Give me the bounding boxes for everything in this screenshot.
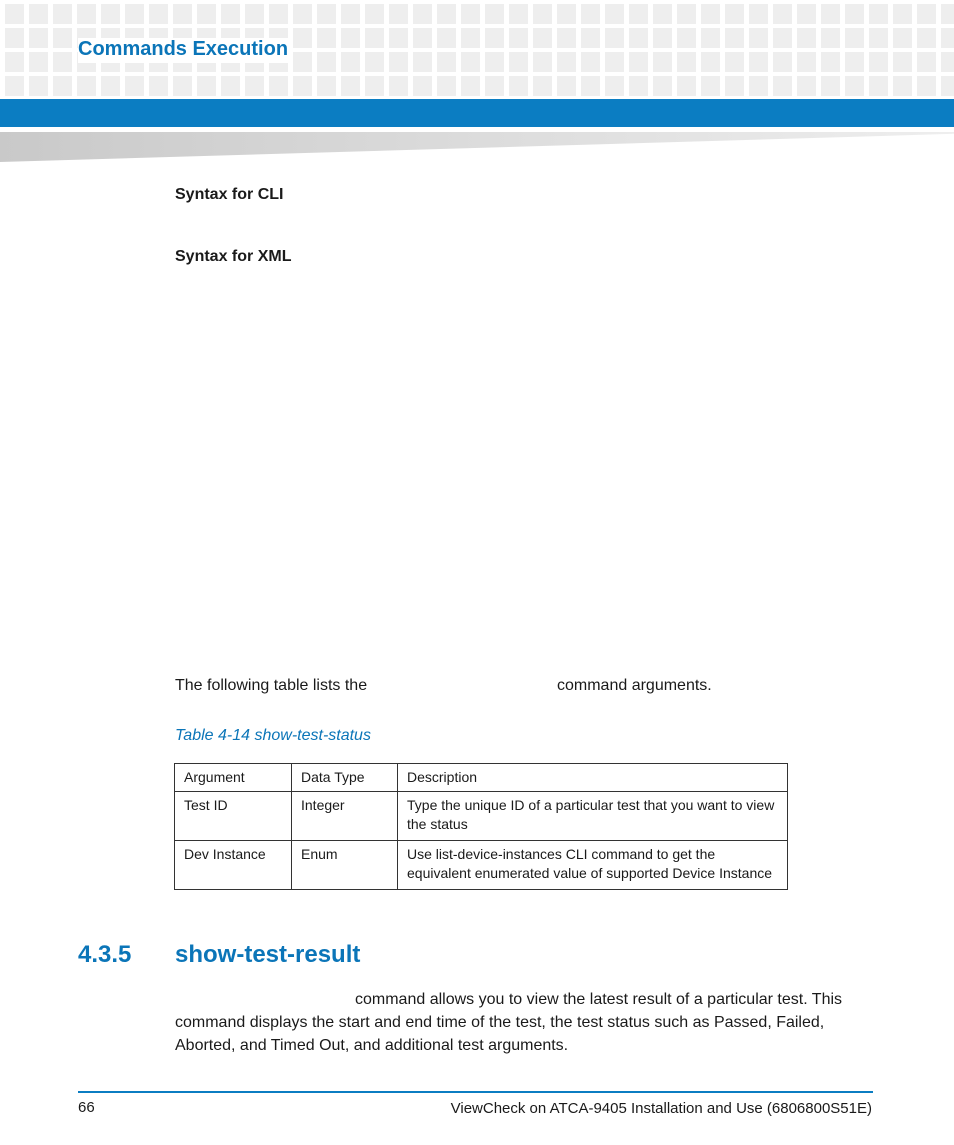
- table-header-row: [175, 764, 788, 792]
- document-title: ViewCheck on ATCA-9405 Installation and Use (6806800S51E): [450, 1100, 872, 1117]
- cell-data-type: Integer: [292, 792, 398, 841]
- table-row: [175, 792, 788, 841]
- header-gray-wedge: [0, 132, 954, 162]
- section-paragraph-text: command allows you to view the latest result of a particular test. This command displays the start and end time of the test, the test status such as Passed, Failed, Aborted, and Timed Out, and additional test arguments.: [175, 991, 843, 1054]
- footer-rule: [78, 1091, 873, 1093]
- cell-argument: Test ID: [175, 792, 292, 841]
- table-row: [175, 841, 788, 890]
- cell-description: Use list-device-instances CLI command to get the equivalent enumerated value of supported Device Instance: [398, 841, 788, 890]
- section-paragraph: [175, 988, 875, 1057]
- header-argument: Argument: [175, 764, 292, 792]
- section-number: 4.3.5: [78, 941, 132, 968]
- cell-argument: Dev Instance: [175, 841, 292, 890]
- intro-text-after: command arguments.: [557, 677, 712, 694]
- intro-text-before: The following table lists the: [175, 677, 368, 694]
- section-title: show-test-result: [175, 941, 361, 968]
- header-description: Description: [398, 764, 788, 792]
- running-header-title: Commands Execution: [78, 38, 292, 63]
- header-data-type: Data Type: [292, 764, 398, 792]
- arguments-table: [174, 763, 788, 890]
- cell-data-type: Enum: [292, 841, 398, 890]
- page-number: 66: [78, 1099, 95, 1116]
- syntax-cli-heading: Syntax for CLI: [175, 186, 284, 203]
- table-caption: Table 4-14 show-test-status: [175, 727, 371, 744]
- cell-description: Type the unique ID of a particular test that you want to view the status: [398, 792, 788, 841]
- header-blue-bar: [0, 99, 954, 127]
- syntax-xml-heading: Syntax for XML: [175, 248, 292, 265]
